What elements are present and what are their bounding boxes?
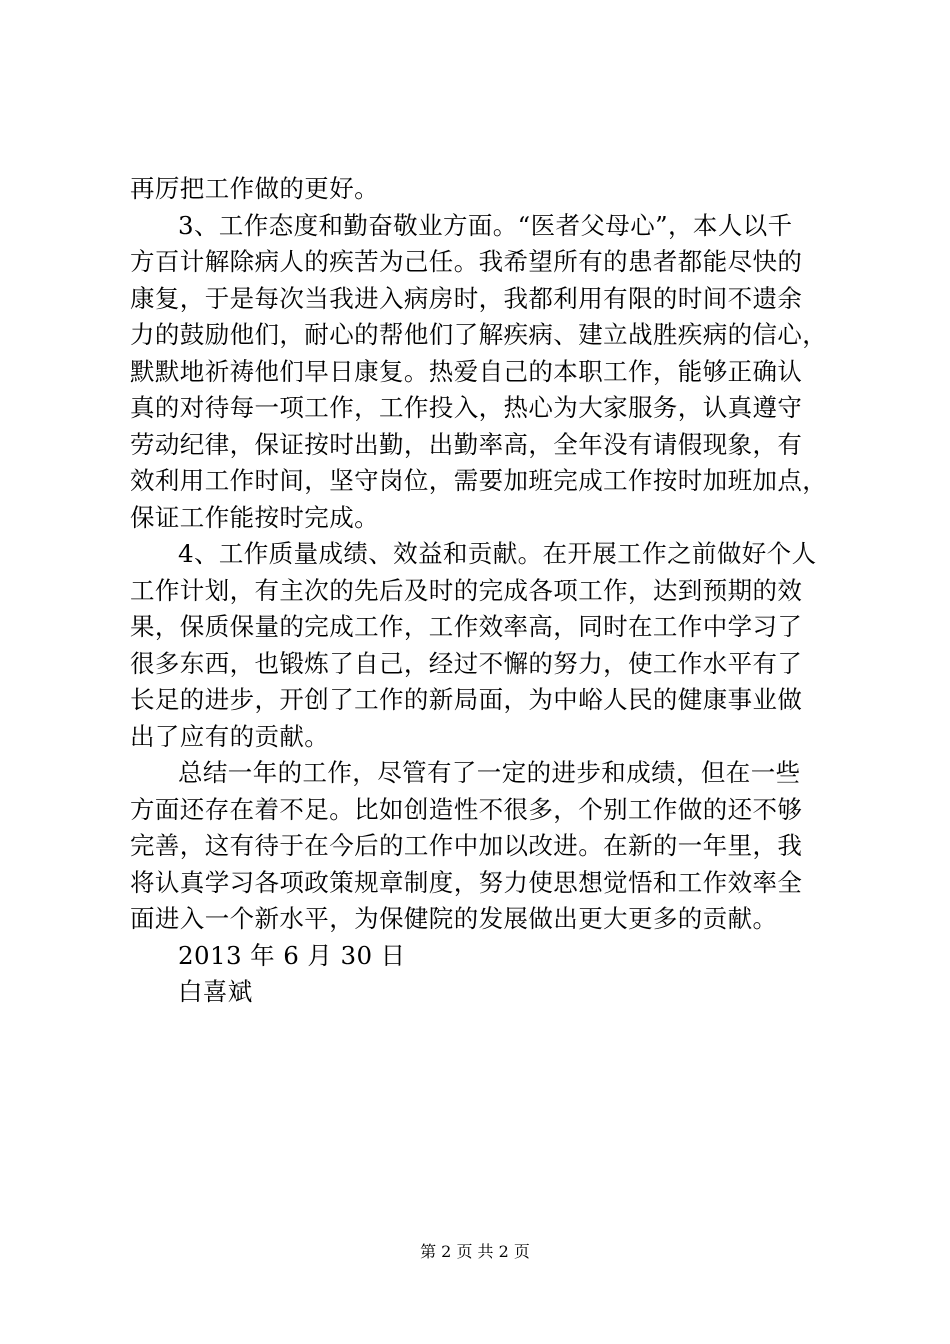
document-body xyxy=(130,171,835,1011)
text-line: 保证工作能按时完成。 xyxy=(130,502,379,532)
text-line: 效利用工作时间，坚守岗位，需要加班完成工作按时加班加点， xyxy=(130,466,828,495)
page-number: 第 2 页 共 2 页 xyxy=(420,1242,530,1261)
text-line: 长足的进步，开创了工作的新局面，为中峪人民的健康事业做 xyxy=(130,685,803,714)
text-line: 很多东西，也锻炼了自己，经过不懈的努力，使工作水平有了 xyxy=(130,648,803,678)
text-line: 方面还存在着不足。比如创造性不很多，个别工作做的还不够 xyxy=(130,794,803,824)
summary-first-line: 总结一年的工作，尽管有了一定的进步和成绩，但在一些 xyxy=(178,758,801,787)
document-date: 2013 年 6 月 30 日 xyxy=(178,940,406,970)
text-line: 力的鼓励他们，耐心的帮他们了解疾病、建立战胜疾病的信心， xyxy=(130,320,828,349)
text-line: 默默地祈祷他们早日康复。热爱自己的本职工作，能够正确认 xyxy=(130,356,803,386)
text-line: 完善，这有待于在今后的工作中加以改进。在新的一年里，我 xyxy=(130,831,803,860)
paragraph-4-first-line: 4、工作质量成绩、效益和贡献。在开展工作之前做好个人 xyxy=(178,539,817,568)
author-signature: 白喜斌 xyxy=(178,977,253,1006)
text-line: 出了应有的贡献。 xyxy=(130,721,330,751)
text-line: 面进入一个新水平，为保健院的发展做出更大更多的贡献。 xyxy=(130,904,778,933)
paragraph-3-first-line: 3、工作态度和勤奋敬业方面。“医者父母心”，本人以千 xyxy=(178,210,793,240)
text-line: 康复，于是每次当我进入病房时，我都利用有限的时间不遗余 xyxy=(130,283,803,313)
text-line: 劳动纪律，保证按时出勤，出勤率高，全年没有请假现象，有 xyxy=(130,429,803,459)
text-line: 再厉把工作做的更好。 xyxy=(130,174,379,203)
text-line: 方百计解除病人的疾苦为己任。我希望所有的患者都能尽快的 xyxy=(130,247,803,276)
text-line: 真的对待每一项工作，工作投入，热心为大家服务，认真遵守 xyxy=(130,393,803,422)
text-line: 工作计划，有主次的先后及时的完成各项工作，达到预期的效 xyxy=(130,575,803,605)
text-line: 果，保质保量的完成工作，工作效率高，同时在工作中学习了 xyxy=(130,612,803,641)
page-footer xyxy=(0,1242,950,1262)
text-line: 将认真学习各项政策规章制度，努力使思想觉悟和工作效率全 xyxy=(130,867,803,897)
